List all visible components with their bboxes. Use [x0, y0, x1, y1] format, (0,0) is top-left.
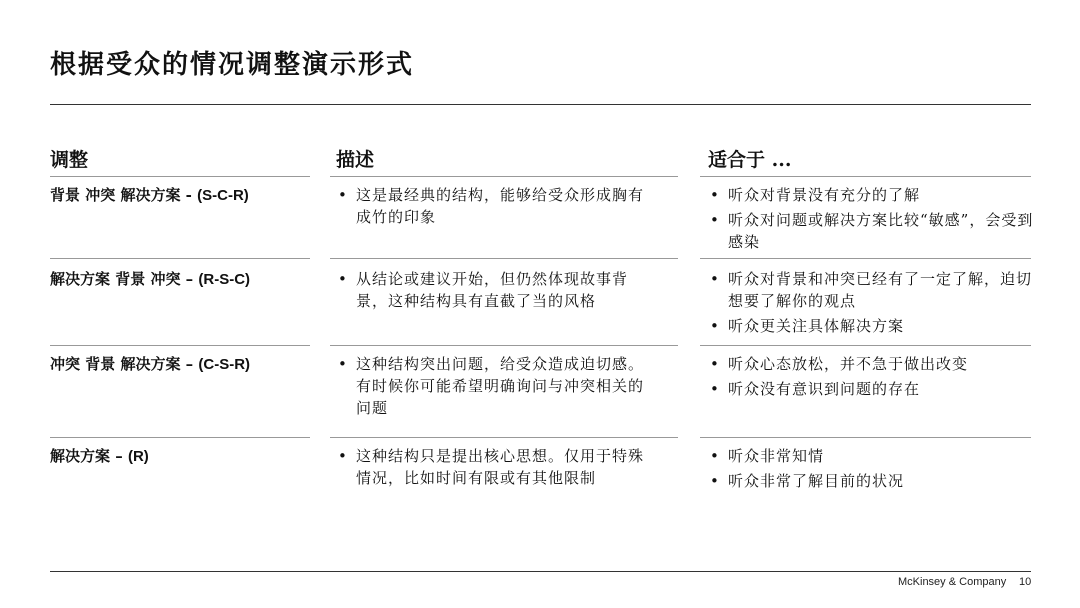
row-divider: [700, 345, 1031, 346]
footer-company: McKinsey & Company: [898, 576, 1007, 588]
header-divider: [50, 176, 310, 177]
page-number: 10: [1019, 576, 1032, 588]
page-title: 根据受众的情况调整演示形式: [50, 50, 415, 80]
list-item: • 这种结构只是提出核心思想。仅用于特殊情况，比如时间有限或有其他限制: [336, 445, 656, 489]
row-divider: [330, 258, 678, 259]
row-divider: [50, 345, 310, 346]
list-item: • 这种结构突出问题，给受众造成迫切感。有时候你可能希望明确询问与冲突相关的问题: [336, 353, 656, 419]
row-divider: [330, 437, 678, 438]
row-label: 冲突 背景 解决方案 – (C-S-R): [50, 355, 251, 373]
row-suitable: [708, 445, 1038, 495]
row-suitable: [708, 353, 1038, 403]
row-suitable: [708, 184, 1038, 256]
row-suitable: [708, 268, 1038, 340]
row-description: [336, 353, 656, 422]
title-divider: [50, 104, 1031, 105]
header-describe: 描述: [336, 149, 375, 171]
row-divider: [700, 437, 1031, 438]
footer-divider: [50, 571, 1031, 572]
list-item: • 听众非常知情: [708, 445, 1038, 467]
list-item: • 听众非常了解目前的状况: [708, 470, 1038, 492]
list-item: • 听众心态放松，并不急于做出改变: [708, 353, 1038, 375]
list-item: • 从结论或建议开始，但仍然体现故事背景，这种结构具有直截了当的风格: [336, 268, 656, 312]
header-divider: [700, 176, 1031, 177]
list-item: • 这是最经典的结构，能够给受众形成胸有成竹的印象: [336, 184, 656, 228]
header-divider: [330, 176, 678, 177]
list-item: • 听众对问题或解决方案比较“敏感”，会受到感染: [708, 209, 1038, 253]
row-description: [336, 268, 656, 315]
row-divider: [330, 345, 678, 346]
row-divider: [50, 258, 310, 259]
list-item: • 听众对背景没有充分的了解: [708, 184, 1038, 206]
list-item: • 听众更关注具体解决方案: [708, 315, 1038, 337]
list-item: • 听众没有意识到问题的存在: [708, 378, 1038, 400]
header-suitable: 适合于 ...: [708, 149, 792, 171]
header-adjust: 调整: [50, 149, 89, 171]
row-divider: [700, 258, 1031, 259]
row-label: 解决方案 背景 冲突 – (R-S-C): [50, 270, 251, 288]
row-label: 解决方案 – (R): [50, 447, 149, 465]
row-description: [336, 445, 656, 492]
row-label: 背景 冲突 解决方案 - (S-C-R): [50, 186, 249, 204]
row-divider: [50, 437, 310, 438]
list-item: • 听众对背景和冲突已经有了一定了解，迫切想要了解你的观点: [708, 268, 1038, 312]
row-description: [336, 184, 656, 231]
